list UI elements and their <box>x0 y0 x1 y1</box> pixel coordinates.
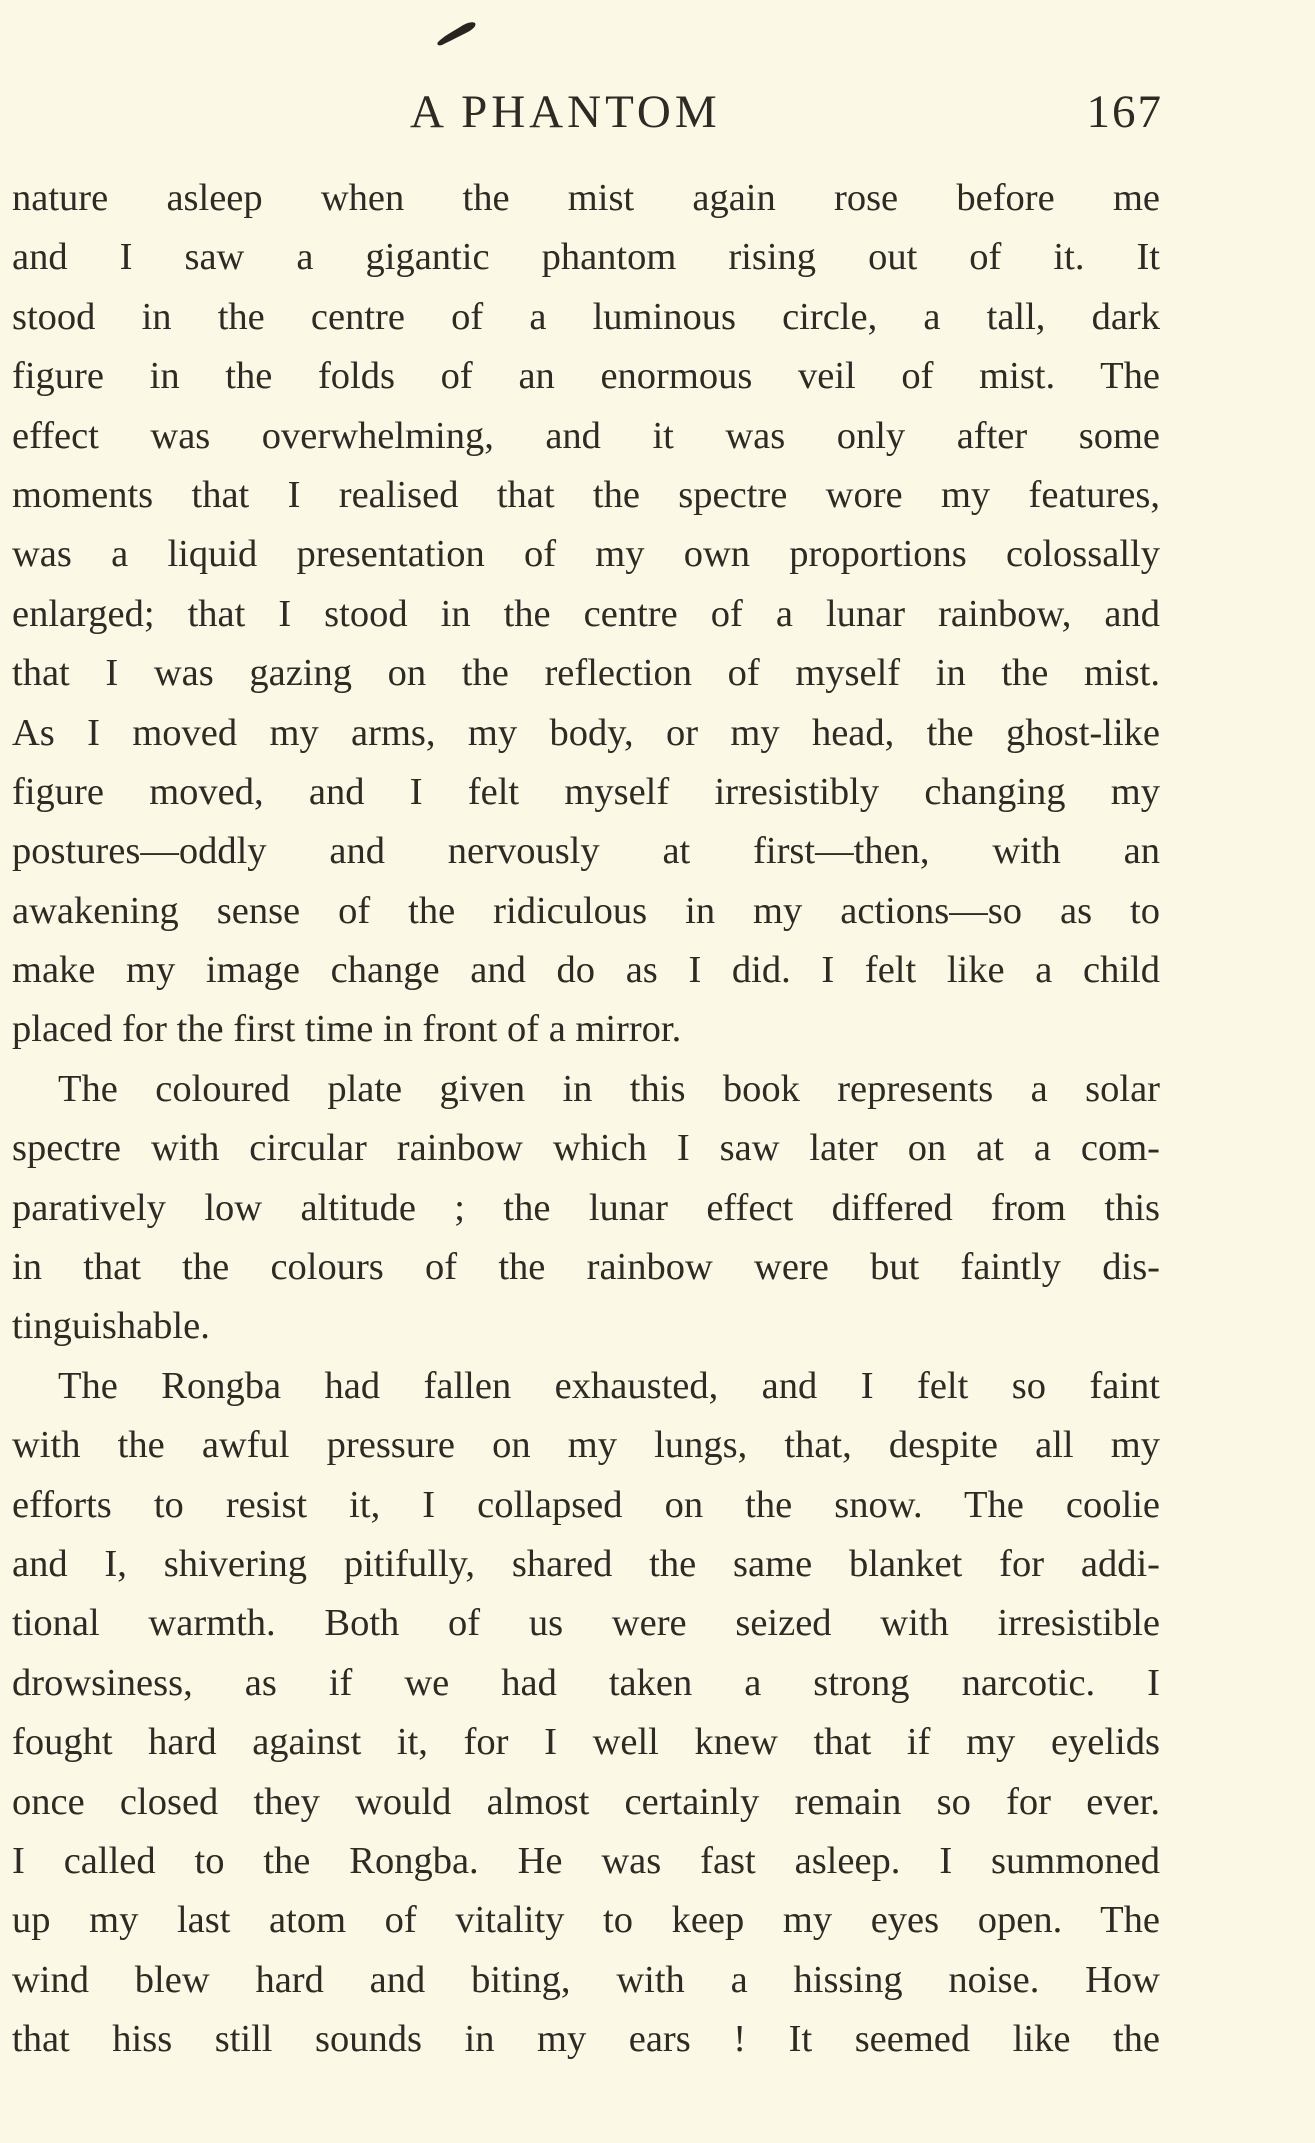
text-line: stood in the centre of a luminous circle, a tall, dark <box>12 295 1160 338</box>
running-head <box>0 82 1315 142</box>
text-line: figure in the folds of an enormous veil of mist. The <box>12 355 1160 398</box>
running-title: A PHANTOM <box>410 86 721 138</box>
text-line: was a liquid presentation of my own proportions colossally <box>12 533 1160 576</box>
text-line: effect was overwhelming, and it was only after some <box>12 414 1160 457</box>
text-line: fought hard against it, for I well knew that if my eyelids <box>12 1721 1160 1764</box>
text-line: up my last atom of vitality to keep my eyes open. The <box>12 1899 1160 1942</box>
text-line: enlarged; that I stood in the centre of a lunar rainbow, and <box>12 592 1160 635</box>
body-text <box>12 169 1160 2070</box>
ink-blot-mark <box>434 18 478 48</box>
text-line: The coloured plate given in this book represents a solar <box>58 1067 1160 1110</box>
text-line: drowsiness, as if we had taken a strong narcotic. I <box>12 1661 1160 1704</box>
text-line: tinguishable. <box>12 1305 210 1348</box>
text-line: paratively low altitude ; the lunar effect differed from this <box>12 1186 1160 1229</box>
text-line: tional warmth. Both of us were seized with irresistible <box>12 1602 1160 1645</box>
text-line: figure moved, and I felt myself irresistibly changing my <box>12 770 1160 813</box>
page-number: 167 <box>1086 86 1163 138</box>
text-line: in that the colours of the rainbow were but faintly dis- <box>12 1246 1160 1289</box>
text-line: wind blew hard and biting, with a hissing noise. How <box>12 1958 1160 2001</box>
text-line: make my image change and do as I did. I felt like a child <box>12 949 1160 992</box>
text-line: that hiss still sounds in my ears ! It seemed like the <box>12 2018 1160 2061</box>
text-line: spectre with circular rainbow which I saw later on at a com- <box>12 1127 1160 1170</box>
text-line: postures—oddly and nervously at first—then, with an <box>12 830 1160 873</box>
text-line: I called to the Rongba. He was fast asleep. I summoned <box>12 1839 1160 1882</box>
text-line: placed for the first time in front of a mirror. <box>12 1008 682 1051</box>
text-line: As I moved my arms, my body, or my head, the ghost-like <box>12 711 1160 754</box>
text-line: and I saw a gigantic phantom rising out of it. It <box>12 236 1160 279</box>
text-line: efforts to resist it, I collapsed on the snow. The coolie <box>12 1483 1160 1526</box>
text-line: and I, shivering pitifully, shared the same blanket for addi- <box>12 1542 1160 1585</box>
text-line: with the awful pressure on my lungs, that, despite all my <box>12 1424 1160 1467</box>
text-line: that I was gazing on the reflection of myself in the mist. <box>12 652 1160 695</box>
text-line: The Rongba had fallen exhausted, and I felt so faint <box>58 1364 1160 1407</box>
text-line: nature asleep when the mist again rose before me <box>12 177 1160 219</box>
text-line: awakening sense of the ridiculous in my actions—so as to <box>12 889 1160 932</box>
text-line: moments that I realised that the spectre wore my features, <box>12 473 1160 516</box>
text-line: once closed they would almost certainly remain so for ever. <box>12 1780 1160 1823</box>
